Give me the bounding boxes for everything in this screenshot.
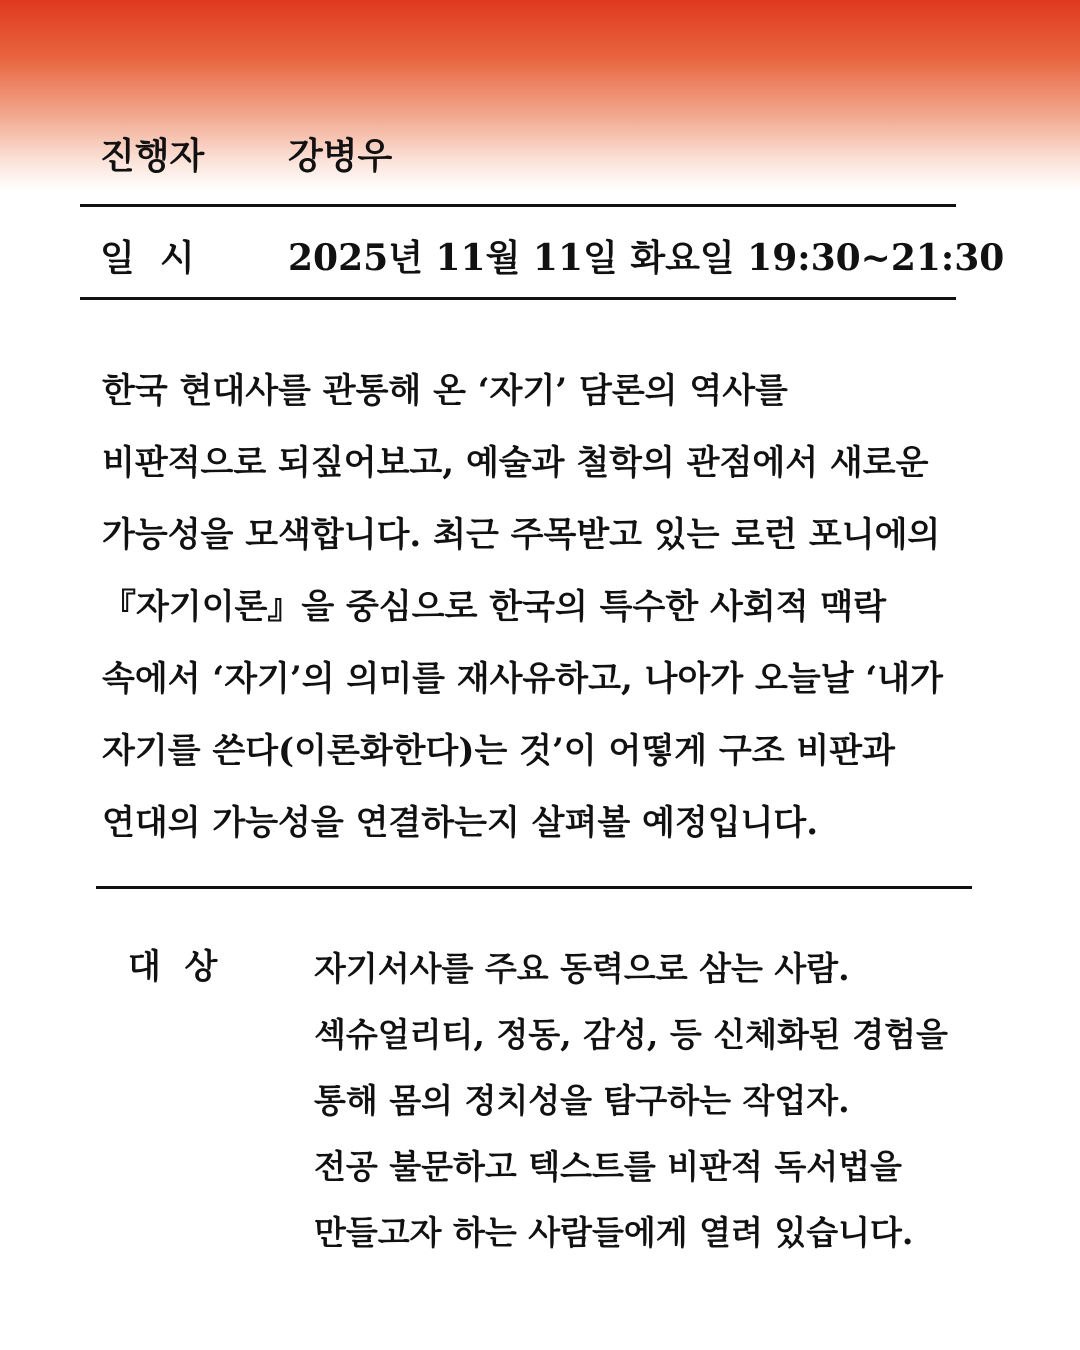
description-line: 가능성을 모색합니다. 최근 주목받고 있는 로런 포니에의 xyxy=(102,515,941,555)
description-line: 『자기이론』을 중심으로 한국의 특수한 사회적 맥락 xyxy=(102,587,887,627)
target-line: 자기서사를 주요 동력으로 삼는 사람. xyxy=(314,949,850,988)
target-audience xyxy=(314,936,1034,1266)
schedule-label: 일 시 xyxy=(100,237,195,279)
target-line: 통해 몸의 정치성을 탐구하는 작업자. xyxy=(314,1081,850,1120)
schedule-value: 2025년 11월 11일 화요일 19:30~21:30 xyxy=(288,237,1005,279)
target-line: 섹슈얼리티, 정동, 감성, 등 신체화된 경험을 xyxy=(314,1015,948,1054)
host-label: 진행자 xyxy=(100,135,205,177)
description-line: 자기를 쓴다(이론화한다)는 것’이 어떻게 구조 비판과 xyxy=(102,731,895,771)
description-line: 한국 현대사를 관통해 온 ‘자기’ 담론의 역사를 xyxy=(102,371,788,411)
host-value: 강병우 xyxy=(288,135,393,177)
description-line: 비판적으로 되짚어보고, 예술과 철학의 관점에서 새로운 xyxy=(102,443,929,483)
description-line: 속에서 ‘자기’의 의미를 재사유하고, 나아가 오늘날 ‘내가 xyxy=(102,659,943,699)
target-label: 대 상 xyxy=(128,947,218,987)
description-line: 연대의 가능성을 연결하는지 살펴볼 예정입니다. xyxy=(102,803,819,843)
divider-description xyxy=(96,886,972,889)
divider-host xyxy=(80,204,956,207)
program-description xyxy=(102,355,1002,859)
target-line: 전공 불문하고 텍스트를 비판적 독서법을 xyxy=(314,1147,902,1186)
divider-schedule xyxy=(80,297,956,300)
target-line: 만들고자 하는 사람들에게 열려 있습니다. xyxy=(314,1213,914,1252)
